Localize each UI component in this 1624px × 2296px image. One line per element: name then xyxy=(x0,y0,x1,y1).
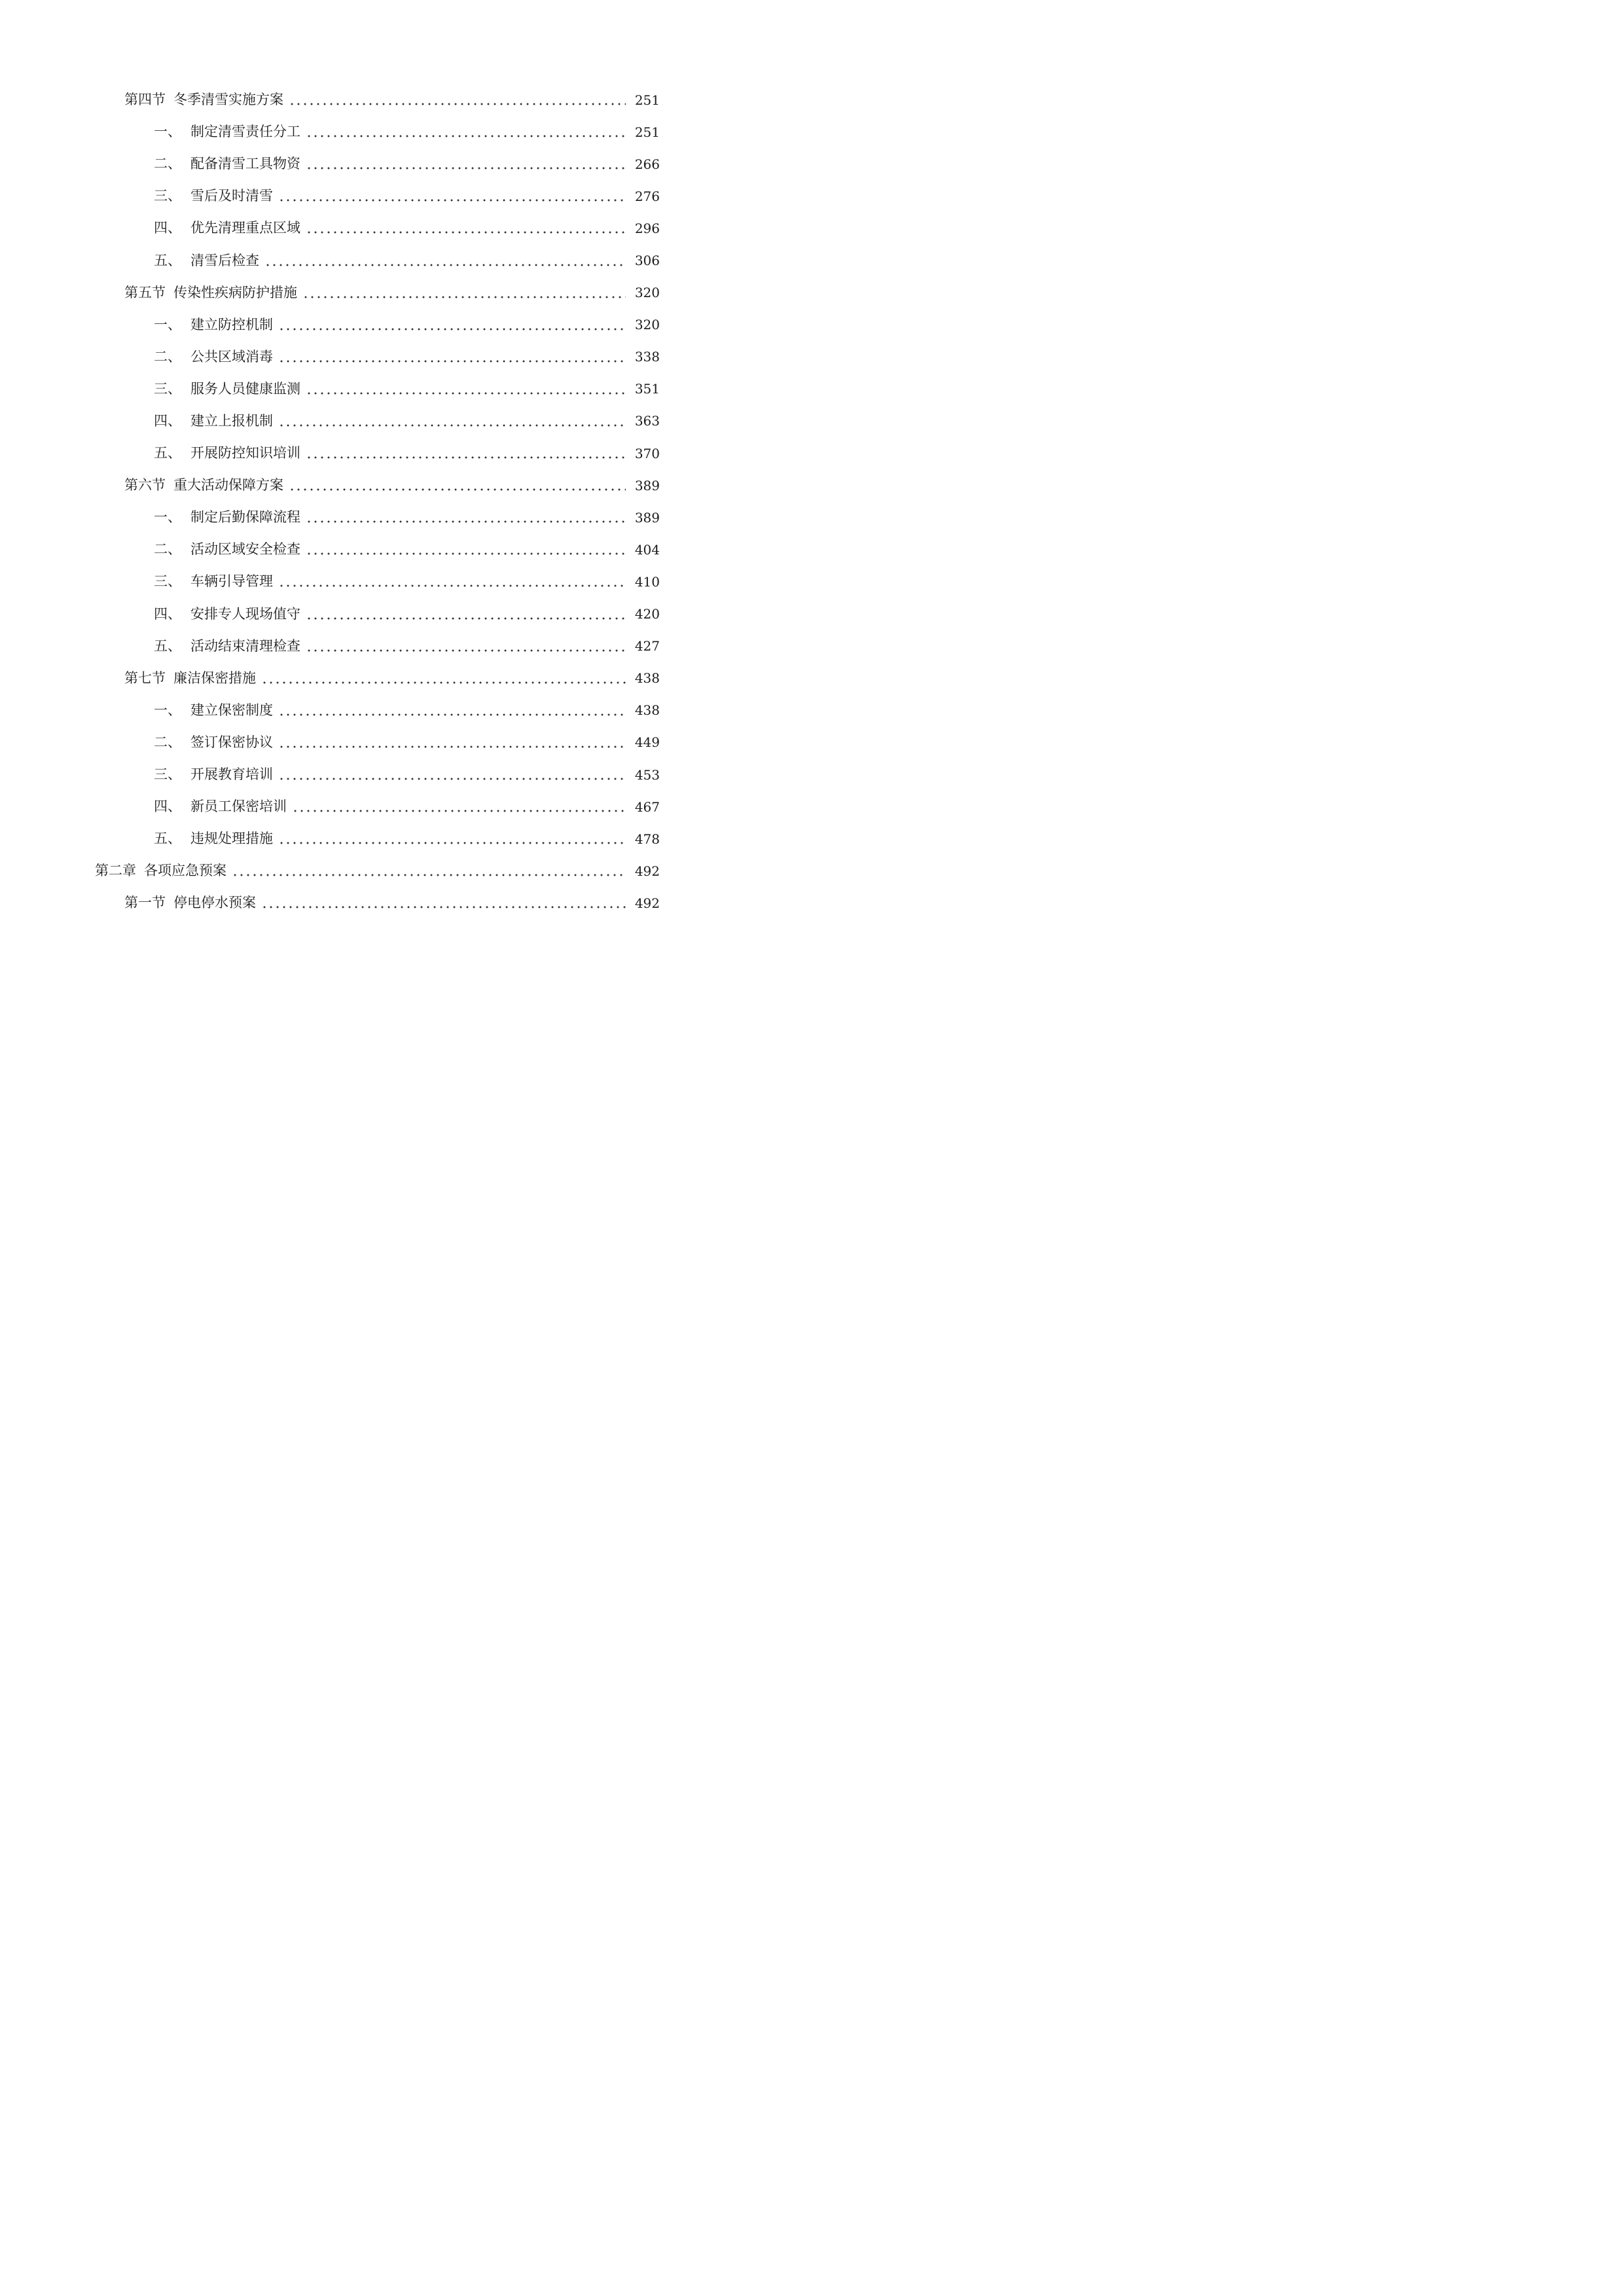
toc-entry-title: 制定后勤保障流程 xyxy=(190,509,300,526)
toc-entry[interactable] xyxy=(0,533,720,565)
toc-entry[interactable] xyxy=(0,726,720,759)
toc-entry-title: 建立防控机制 xyxy=(190,316,273,332)
toc-entry-title: 开展教育培训 xyxy=(190,766,273,783)
toc-entry-title: 制定清雪责任分工 xyxy=(190,124,300,140)
toc-entry-title: 新员工保密培训 xyxy=(190,798,287,815)
toc-entry[interactable] xyxy=(0,855,720,887)
toc-entry-number: 第七节 xyxy=(124,670,166,686)
toc-entry-title: 传染性疾病防护措施 xyxy=(173,284,297,300)
toc-entry[interactable] xyxy=(0,244,720,276)
toc-dot-leader xyxy=(278,768,626,781)
toc-entry-page-number: 420 xyxy=(634,606,660,622)
toc-entry-page-number: 251 xyxy=(634,124,660,140)
toc-entry-number: 五、 xyxy=(154,637,181,654)
toc-entry-number: 一、 xyxy=(154,702,181,718)
toc-entry[interactable] xyxy=(0,823,720,855)
toc-entry-label xyxy=(154,157,300,171)
toc-entry-number: 三、 xyxy=(154,573,181,590)
toc-entry[interactable] xyxy=(0,630,720,662)
toc-entry-label xyxy=(124,896,256,910)
toc-entry-title: 建立保密制度 xyxy=(190,702,273,718)
toc-entry[interactable] xyxy=(0,373,720,405)
toc-entry-title: 优先清理重点区域 xyxy=(190,220,300,236)
toc-entry-title: 签订保密协议 xyxy=(190,734,273,750)
toc-entry[interactable] xyxy=(0,759,720,791)
toc-entry[interactable] xyxy=(0,341,720,373)
toc-dot-leader xyxy=(306,639,626,653)
toc-entry-label xyxy=(95,864,226,878)
toc-entry[interactable] xyxy=(0,309,720,341)
toc-entry[interactable] xyxy=(0,405,720,437)
toc-entry-title: 冬季清雪实施方案 xyxy=(173,92,283,108)
toc-dot-leader xyxy=(264,254,626,268)
toc-entry[interactable] xyxy=(0,662,720,694)
toc-entry-page-number: 449 xyxy=(634,734,660,751)
toc-dot-leader xyxy=(278,189,626,203)
toc-entry-page-number: 404 xyxy=(634,541,660,558)
toc-entry-number: 五、 xyxy=(154,445,181,461)
toc-entry-title: 雪后及时清雪 xyxy=(190,188,273,204)
toc-entry-page-number: 478 xyxy=(634,831,660,847)
toc-entry-label xyxy=(154,511,300,524)
toc-entry-page-number: 251 xyxy=(634,92,660,108)
toc-entry-label xyxy=(154,414,273,428)
toc-entry-label xyxy=(124,93,283,107)
toc-dot-leader xyxy=(232,864,626,878)
toc-entry-number: 第二章 xyxy=(95,863,136,879)
toc-dot-leader xyxy=(306,607,626,621)
toc-entry-number: 五、 xyxy=(154,831,181,847)
toc-entry-number: 四、 xyxy=(154,412,181,429)
toc-entry-number: 一、 xyxy=(154,124,181,140)
toc-entry-label xyxy=(154,832,273,846)
toc-dot-leader xyxy=(289,93,626,107)
toc-entry-page-number: 492 xyxy=(634,895,660,911)
toc-entry-page-number: 338 xyxy=(634,349,660,365)
toc-entry-title: 重大活动保障方案 xyxy=(173,477,283,493)
toc-dot-leader xyxy=(278,704,626,717)
toc-entry-label xyxy=(154,639,300,653)
toc-entry-label xyxy=(154,575,273,588)
toc-entry-label xyxy=(154,254,259,268)
toc-entry-title: 活动结束清理检查 xyxy=(190,637,300,654)
toc-entry-page-number: 427 xyxy=(634,638,660,655)
toc-entry-number: 第一节 xyxy=(124,895,166,911)
toc-entry-title: 安排专人现场值守 xyxy=(190,605,300,622)
toc-entry[interactable] xyxy=(0,277,720,309)
toc-entry-label xyxy=(154,800,287,814)
toc-entry-label xyxy=(154,189,273,203)
toc-entry-number: 三、 xyxy=(154,188,181,204)
toc-entry-page-number: 492 xyxy=(634,863,660,879)
toc-entry[interactable] xyxy=(0,694,720,726)
toc-entry-number: 二、 xyxy=(154,156,181,172)
toc-entry-label xyxy=(124,478,283,492)
toc-entry-label xyxy=(154,736,273,749)
toc-entry[interactable] xyxy=(0,887,720,919)
toc-dot-leader xyxy=(278,832,626,846)
toc-entry-page-number: 389 xyxy=(634,509,660,526)
toc-entry-number: 二、 xyxy=(154,541,181,558)
toc-entry[interactable] xyxy=(0,437,720,469)
toc-dot-leader xyxy=(278,318,626,332)
toc-entry[interactable] xyxy=(0,598,720,630)
toc-dot-leader xyxy=(292,800,626,814)
toc-entry-number: 一、 xyxy=(154,316,181,332)
toc-dot-leader xyxy=(278,736,626,749)
toc-entry-title: 停电停水预案 xyxy=(173,895,256,911)
toc-entry-page-number: 363 xyxy=(634,413,660,429)
toc-entry-title: 清雪后检查 xyxy=(190,252,259,268)
toc-dot-leader xyxy=(306,125,626,139)
toc-entry-page-number: 296 xyxy=(634,220,660,236)
toc-entry-number: 三、 xyxy=(154,380,181,397)
toc-entry-page-number: 306 xyxy=(634,253,660,269)
toc-entry-page-number: 467 xyxy=(634,798,660,815)
toc-entry-label xyxy=(154,704,273,717)
toc-entry-page-number: 410 xyxy=(634,573,660,590)
toc-entry-label xyxy=(124,286,297,300)
toc-entry-title: 各项应急预案 xyxy=(144,863,226,879)
toc-entry-page-number: 351 xyxy=(634,381,660,397)
toc-dot-leader xyxy=(306,543,626,556)
toc-entry-page-number: 266 xyxy=(634,156,660,172)
toc-entry-label xyxy=(154,221,300,235)
toc-entry-label xyxy=(154,382,300,396)
toc-entry-number: 四、 xyxy=(154,798,181,815)
toc-dot-leader xyxy=(306,382,626,396)
toc-entry-number: 四、 xyxy=(154,220,181,236)
toc-entry-page-number: 320 xyxy=(634,285,660,301)
toc-dot-leader xyxy=(289,478,626,492)
toc-entry-title: 服务人员健康监测 xyxy=(190,380,300,397)
toc-entry-label xyxy=(154,125,300,139)
toc-entry-page-number: 453 xyxy=(634,766,660,783)
toc-entry[interactable] xyxy=(0,180,720,212)
toc-entry-label xyxy=(154,768,273,781)
toc-dot-leader xyxy=(278,350,626,364)
toc-entry-title: 配备清雪工具物资 xyxy=(190,156,300,172)
table-of-contents xyxy=(0,84,720,919)
toc-entry-number: 四、 xyxy=(154,605,181,622)
toc-entry-number: 第四节 xyxy=(124,92,166,108)
toc-entry-label xyxy=(154,350,273,364)
toc-dot-leader xyxy=(302,286,626,300)
toc-entry-label xyxy=(154,446,300,460)
toc-entry-label xyxy=(124,672,256,685)
toc-entry-page-number: 320 xyxy=(634,317,660,333)
toc-entry-label xyxy=(154,607,300,621)
toc-entry[interactable] xyxy=(0,148,720,180)
toc-entry-title: 活动区域安全检查 xyxy=(190,541,300,558)
toc-entry-title: 公共区域消毒 xyxy=(190,348,273,365)
toc-entry-number: 第六节 xyxy=(124,477,166,493)
toc-entry[interactable] xyxy=(0,116,720,148)
toc-dot-leader xyxy=(306,446,626,460)
toc-entry-number: 五、 xyxy=(154,252,181,268)
toc-dot-leader xyxy=(261,896,626,910)
toc-entry-page-number: 370 xyxy=(634,445,660,461)
toc-entry-page-number: 389 xyxy=(634,477,660,493)
toc-entry-number: 二、 xyxy=(154,348,181,365)
toc-entry-number: 一、 xyxy=(154,509,181,526)
toc-entry-page-number: 276 xyxy=(634,188,660,204)
toc-entry-title: 违规处理措施 xyxy=(190,831,273,847)
toc-dot-leader xyxy=(278,414,626,428)
toc-entry-number: 三、 xyxy=(154,766,181,783)
toc-entry[interactable] xyxy=(0,791,720,823)
toc-entry-title: 建立上报机制 xyxy=(190,412,273,429)
toc-entry-label xyxy=(154,318,273,332)
toc-entry-title: 开展防控知识培训 xyxy=(190,445,300,461)
toc-entry[interactable] xyxy=(0,84,720,116)
toc-entry-title: 车辆引导管理 xyxy=(190,573,273,590)
toc-entry-title: 廉洁保密措施 xyxy=(173,670,256,686)
toc-entry[interactable] xyxy=(0,212,720,244)
toc-entry-page-number: 438 xyxy=(634,702,660,719)
toc-dot-leader xyxy=(261,672,626,685)
toc-entry[interactable] xyxy=(0,565,720,598)
toc-dot-leader xyxy=(278,575,626,588)
toc-entry-label xyxy=(154,543,300,556)
toc-entry-page-number: 438 xyxy=(634,670,660,687)
toc-dot-leader xyxy=(306,511,626,524)
toc-dot-leader xyxy=(306,221,626,235)
toc-entry-number: 二、 xyxy=(154,734,181,750)
toc-dot-leader xyxy=(306,157,626,171)
toc-entry-number: 第五节 xyxy=(124,284,166,300)
toc-entry[interactable] xyxy=(0,469,720,501)
toc-entry[interactable] xyxy=(0,501,720,533)
